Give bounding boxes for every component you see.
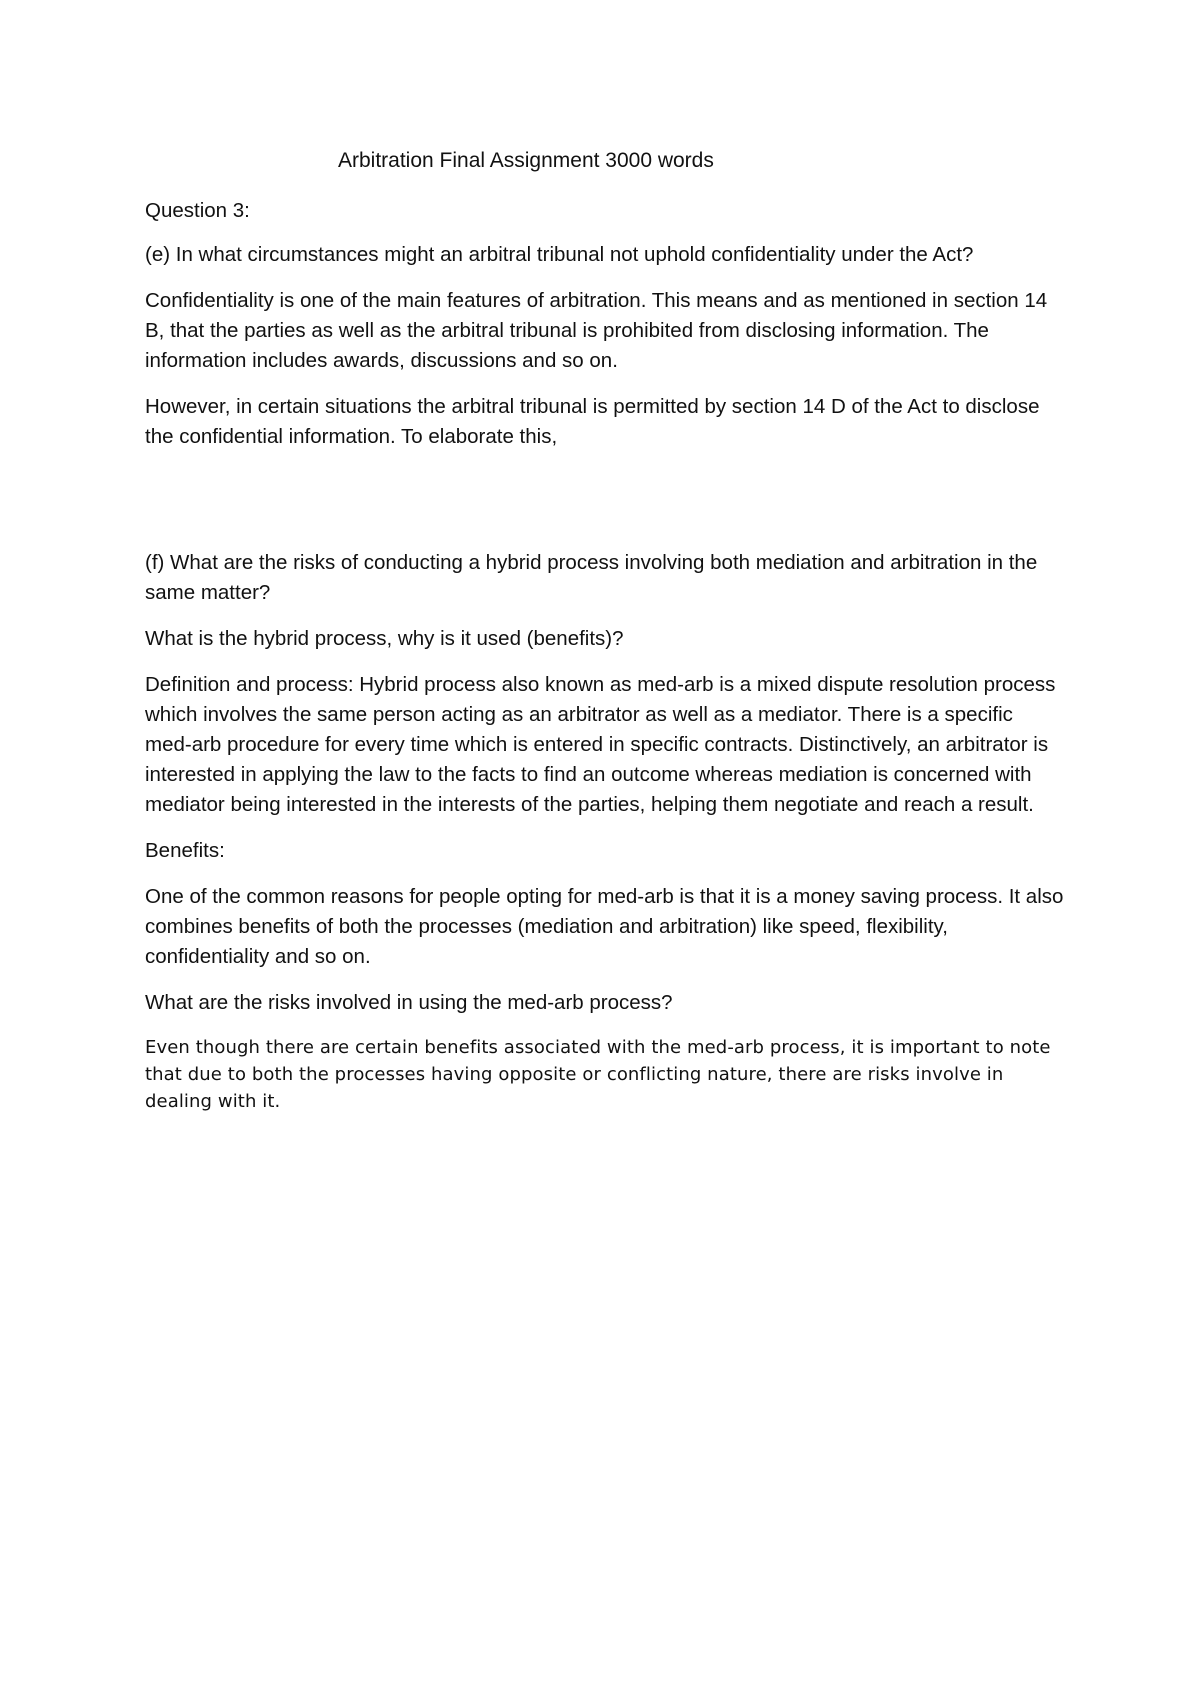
part-f-benefits-label: Benefits: [145,839,225,862]
part-e-question: (e) In what circumstances might an arbitral tribunal not uphold confidentiality under the Act? [145,243,974,266]
part-f-risks-text: Even though there are certain benefits associated with the med-arb process, it is important to note that due to both the processes having opposite or conflicting nature, there are risks involve in dealing with it. [145,1037,1051,1112]
part-f-question: (f) What are the risks of conducting a hybrid process involving both mediation and arbitration in the same matter? [145,551,1038,604]
document-title: Arbitration Final Assignment 3000 words [338,149,714,172]
section-spacer [145,468,1065,548]
part-f-subheading-risks: What are the risks involved in using the med-arb process? [145,991,673,1014]
part-e-paragraph-2: However, in certain situations the arbitral tribunal is permitted by section 14 D of the Act to disclose the confidential information. To elaborate this, [145,395,1040,448]
document-body [145,196,1065,1131]
part-f-benefits-text: One of the common reasons for people opting for med-arb is that it is a money saving process. It also combines benefits of both the processes (mediation and arbitration) like speed, flexibility, confidentiality and so on. [145,885,1064,968]
question-label: Question 3: [145,199,250,222]
part-e-paragraph-1: Confidentiality is one of the main features of arbitration. This means and as mentioned in section 14 B, that the parties as well as the arbitral tribunal is prohibited from disclosing information. The information includes awards, discussions and so on. [145,289,1048,372]
part-f-subheading-hybrid: What is the hybrid process, why is it used (benefits)? [145,627,624,650]
part-f-definition: Definition and process: Hybrid process also known as med-arb is a mixed dispute resolution process which involves the same person acting as an arbitrator as well as a mediator. There is a specific med-arb procedure for every time which is entered in specific contracts. Distinctively, an arbitrator is interested in applying the law to the facts to find an outcome whereas mediation is concerned with mediator being interested in the interests of the parties, helping them negotiate and reach a result. [145,673,1056,816]
